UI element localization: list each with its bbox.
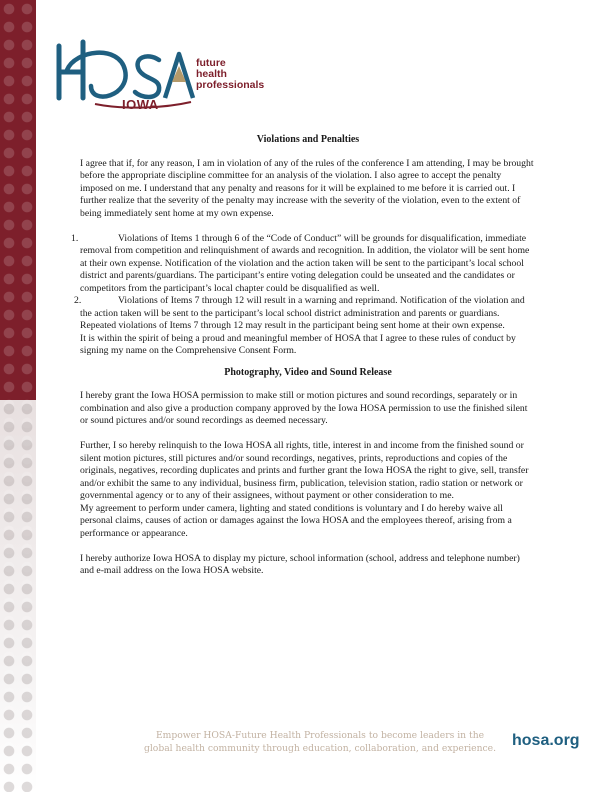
violations-intro: I agree that if, for any reason, I am in violation of any of the rules of the conference I am attending, I may be brought before the appropriate discipline committee for an analysis of the violation. I also agree to accept the penalty imposed on me. I understand that any penalty and reasons for it will be explained to me before it is carried out. I further realize that the severity of the penalty may increase with the severity of the violation, even to the extent of being immediately sent home at my own expense. [80,157,534,219]
footer-line: global health community through education, collaboration, and experience. [143,743,497,754]
release-paragraph: I hereby authorize Iowa HOSA to display my picture, school information (school, address and telephone number) and e-mail address on the Iowa HOSA website. [80,552,520,576]
footer-site-link[interactable]: hosa.org [512,732,580,749]
tagline-line: professionals [196,79,265,91]
tagline-line: health [196,68,227,80]
logo-tagline [196,58,264,91]
list-item [71,232,536,296]
violations-closing: It is within the spirit of being a proud and meaningful member of HOSA that I agree to these rules of conduct by signing my name on the Comprehensive Consent Form. [80,332,516,356]
section-title-photography: Photography, Video and Sound Release [224,366,392,378]
list-text: Violations of Items 1 through 6 of the “Code of Conduct” will be grounds for disqualification, immediate removal from competition and relinquishment of awards and recognition. In addition, the violator will be sent home at their own expense. Notification of the violation and the action taken will be sent to the participant’s local school district and parents/guardians. The participant’s entire voting delegation could be unseated and the candidates or competitors from the participant’s local chapter could be disqualified as well. [80,232,530,294]
logo-state: IOWA [122,97,159,112]
footer-mission [135,729,505,755]
footer-line: Empower HOSA-Future Health Professionals to become leaders in the [155,730,485,741]
release-paragraph: I hereby grant the Iowa HOSA permission to make still or motion pictures and sound recordings, separately or in combination and also give a production company approved by the Iowa HOSA permission to use the finished silent or sound pictures and/or sound recordings as deemed necessary. [80,390,528,426]
section-title-violations: Violations and Penalties [256,134,360,145]
list-item [74,295,536,333]
release-paragraph: Further, I so hereby relinquish to the Iowa HOSA all rights, title, interest in and income from the finished sound or silent motion pictures, still pictures and/or sound recordings, negatives, prints, reproductions and copies of the originals, negatives, recording duplicates and prints and further grant the Iowa HOSA the right to give, sell, transfer and/or exhibit the same to any individual, business firm, publication, television station, radio station or network or governmental agency or to any of their assignees, without payment or other consideration to me. [80,440,529,501]
list-text: Violations of Items 7 through 12 will result in a warning and reprimand. Notification of the violation and the action taken will be sent to the participant’s local school district administration and parents or guardians. Repeated violations of Items 7 through 12 may result in the participant being sent home at their own expense. [80,295,525,331]
tagline-line: future [196,57,226,69]
list-number: 2. [74,295,82,306]
list-number: 1. [71,232,79,244]
left-decorative-strip [0,0,36,792]
violations-list [71,232,536,333]
document-body [71,134,536,578]
release-paragraph: My agreement to perform under camera, lighting and stated conditions is voluntary and I do hereby waive all personal claims, causes of action or damages against the Iowa HOSA and the employees thereof, arising from a performance or appearance. [80,502,512,539]
